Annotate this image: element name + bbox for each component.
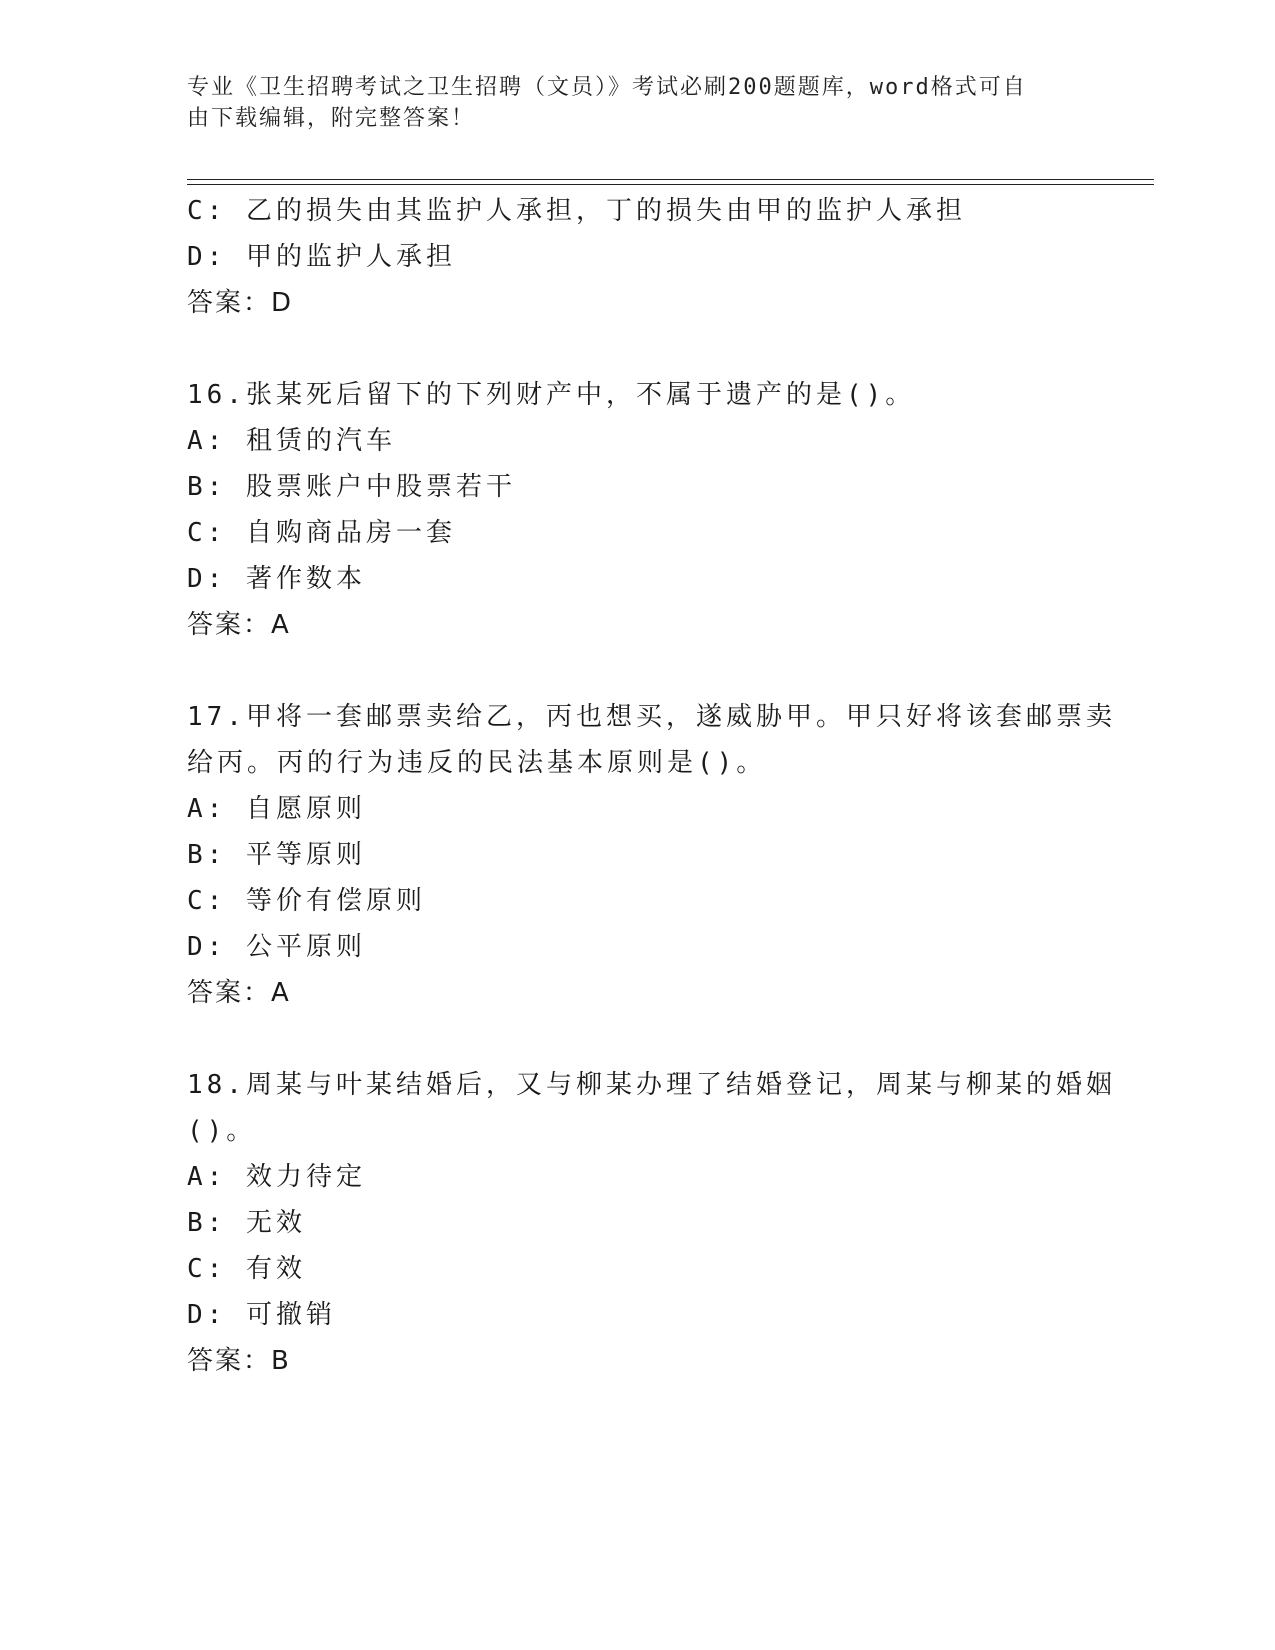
header-line-2: 由下载编辑，附完整答案！ (187, 106, 476, 131)
header-line-1: 专业《卫生招聘考试之卫生招聘（文员）》考试必刷200题题库，word格式可自 (187, 75, 1027, 100)
header-rule-top (187, 179, 1154, 180)
answer-line: 答案：A (187, 610, 291, 640)
question-stem-line-1: 18.周某与叶某结婚后，又与柳某办理了结婚登记，周某与柳某的婚姻 (187, 1070, 1116, 1100)
question-18 (187, 1062, 1116, 1384)
option-b: B: 无效 (187, 1208, 306, 1238)
option-d: D: 著作数本 (187, 564, 366, 594)
question-content (187, 188, 1116, 1384)
question-17 (187, 694, 1116, 1016)
option-c: C: 乙的损失由其监护人承担，丁的损失由甲的监护人承担 (187, 196, 966, 226)
spacer (187, 326, 1087, 372)
page-header (187, 72, 1087, 134)
option-a: A: 自愿原则 (187, 794, 366, 824)
option-b: B: 股票账户中股票若干 (187, 472, 516, 502)
option-a: A: 租赁的汽车 (187, 426, 396, 456)
option-c: C: 等价有偿原则 (187, 886, 426, 916)
option-c: C: 有效 (187, 1254, 306, 1284)
question-16 (187, 372, 1087, 648)
option-a: A: 效力待定 (187, 1162, 366, 1192)
answer-line: 答案：B (187, 1346, 291, 1376)
option-d: D: 可撤销 (187, 1300, 336, 1330)
header-rule-bottom (187, 184, 1154, 185)
option-c: C: 自购商品房一套 (187, 518, 456, 548)
question-stem: 16.张某死后留下的下列财产中，不属于遗产的是()。 (187, 380, 916, 410)
spacer (187, 1016, 1087, 1062)
option-d: D: 甲的监护人承担 (187, 242, 456, 272)
prev-question (187, 188, 1087, 326)
question-stem-line-2: 给丙。丙的行为违反的民法基本原则是()。 (187, 748, 767, 778)
question-stem-line-2: ()。 (187, 1116, 257, 1146)
spacer (187, 648, 1087, 694)
option-b: B: 平等原则 (187, 840, 366, 870)
option-d: D: 公平原则 (187, 932, 366, 962)
answer-line: 答案：D (187, 288, 294, 318)
question-stem-line-1: 17.甲将一套邮票卖给乙，丙也想买，遂威胁甲。甲只好将该套邮票卖 (187, 702, 1116, 732)
answer-line: 答案：A (187, 978, 291, 1008)
